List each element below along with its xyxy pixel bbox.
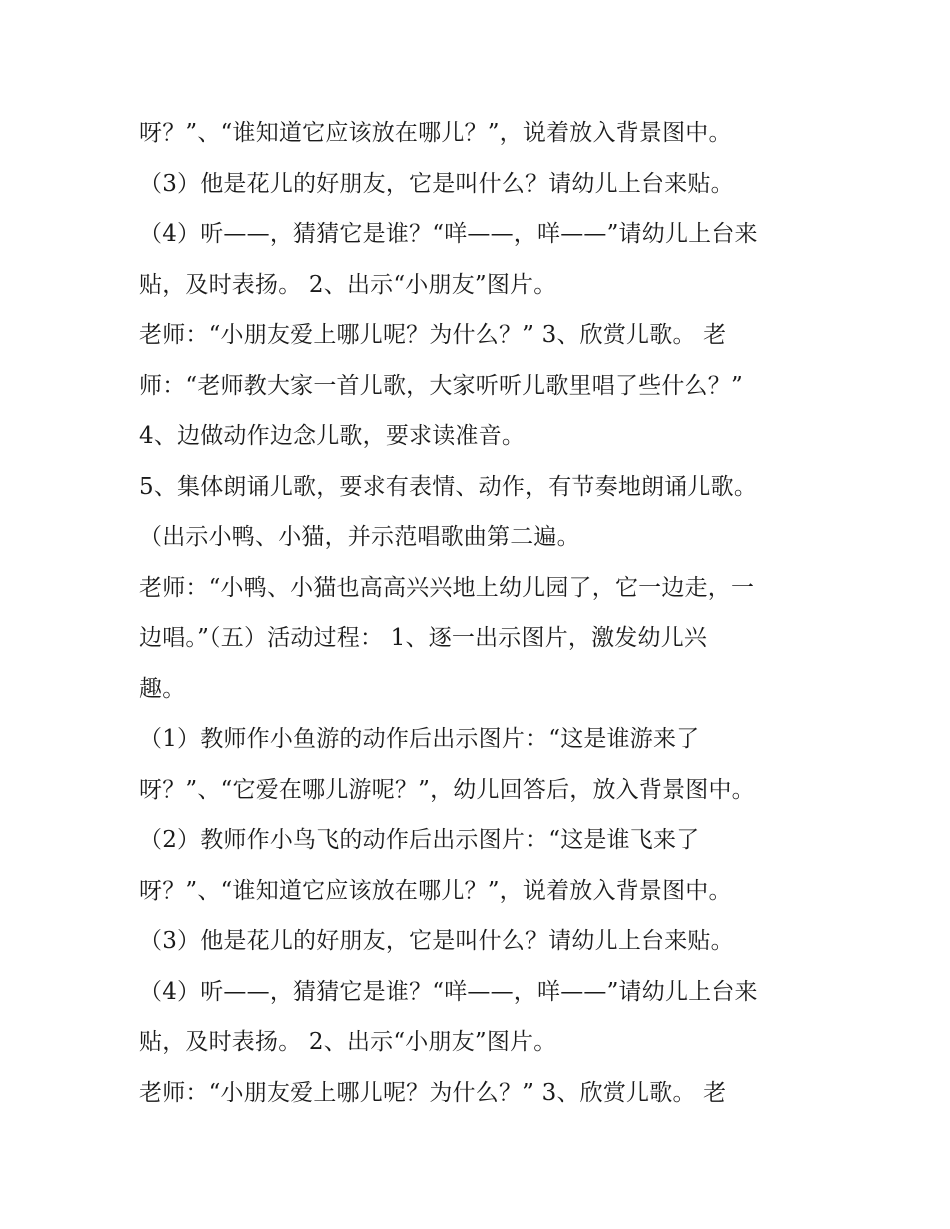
text-line: 呀？”、“谁知道它应该放在哪儿？”，说着放入背景图中。 [139, 120, 732, 146]
text-line: 4、边做动作边念儿歌，要求读准音。 [139, 423, 526, 449]
text-line: 呀？”、“它爱在哪儿游呢？”，幼儿回答后，放入背景图中。 [139, 776, 755, 803]
text-line: 老师：“小朋友爱上哪儿呢？为什么？” 3、欣赏儿歌。 老 [139, 1079, 727, 1106]
text-line: （出示小鸭、小猫，并示范唱歌曲第二遍。 [139, 524, 580, 550]
text-line: 边唱。”（五）活动过程： 1、逐一出示图片，激发幼儿兴 [139, 625, 708, 651]
text-line: 贴，及时表扬。 2、出示“小朋友”图片。 [139, 271, 557, 298]
text-line: （4）听——，猜猜它是谁？“咩——，咩——”请幼儿上台来 [139, 978, 758, 1005]
text-line: （3）他是花儿的好朋友，它是叫什么？请幼儿上台来贴。 [139, 170, 734, 197]
text-line: （3）他是花儿的好朋友，它是叫什么？请幼儿上台来贴。 [139, 928, 734, 954]
document-body [139, 108, 819, 1118]
text-line: （4）听——，猜猜它是谁？“咩——，咩——”请幼儿上台来 [139, 221, 758, 247]
text-line: 老师：“小朋友爱上哪儿呢？为什么？” 3、欣赏儿歌。 老 [139, 322, 727, 348]
text-line: 呀？”、“谁知道它应该放在哪儿？”，说着放入背景图中。 [139, 877, 732, 904]
text-line: 师：“老师教大家一首儿歌，大家听听儿歌里唱了些什么？” [139, 372, 743, 399]
text-line: 老师：“小鸭、小猫也高高兴兴地上幼儿园了，它一边走，一 [139, 574, 755, 601]
text-line: 5、集体朗诵儿歌，要求有表情、动作，有节奏地朗诵儿歌。 [139, 473, 758, 500]
text-line: 贴，及时表扬。 2、出示“小朋友”图片。 [139, 1029, 557, 1055]
text-line: 趣。 [139, 675, 186, 702]
text-line: （2）教师作小鸟飞的动作后出示图片：“这是谁飞来了 [139, 827, 700, 853]
text-line: （1）教师作小鱼游的动作后出示图片：“这是谁游来了 [139, 726, 700, 752]
